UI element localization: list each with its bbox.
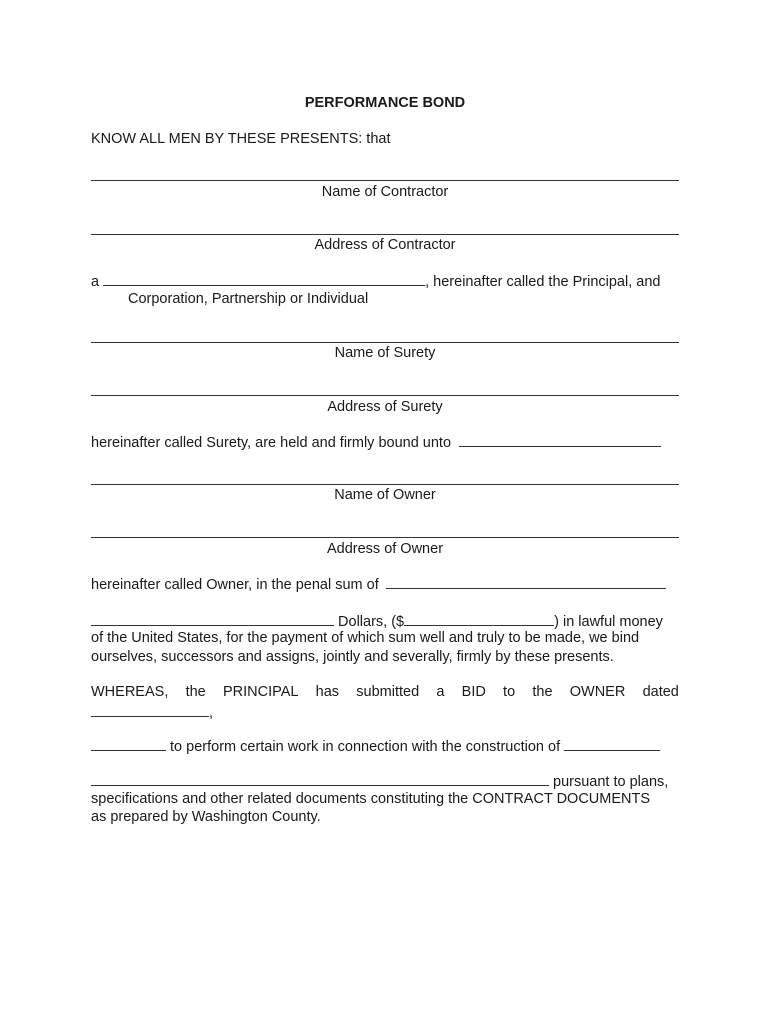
entity-type-label: Corporation, Partnership or Individual bbox=[128, 291, 369, 307]
name-of-contractor-label: Name of Contractor bbox=[321, 184, 449, 200]
penal-sum-words-blank[interactable] bbox=[386, 575, 666, 589]
surety-line bbox=[91, 433, 661, 452]
owner-name-blank[interactable] bbox=[91, 484, 679, 485]
bid-date-blank[interactable] bbox=[91, 703, 209, 717]
whereas-word: dated bbox=[642, 684, 679, 700]
owner-address-blank[interactable] bbox=[91, 537, 679, 538]
paragraph-2-line-2: as prepared by Washington County. bbox=[91, 809, 321, 825]
whereas-word: to bbox=[503, 684, 516, 700]
dollars-text: Dollars, ($ bbox=[338, 614, 405, 630]
whereas-word: the bbox=[532, 684, 553, 700]
principal-prefix: a bbox=[91, 274, 100, 290]
whereas-word: PRINCIPAL bbox=[222, 684, 299, 700]
penal-sum-amount-blank[interactable] bbox=[404, 612, 554, 626]
penal-sum-words-blank-2[interactable] bbox=[91, 612, 334, 626]
address-of-contractor-label: Address of Contractor bbox=[314, 237, 456, 253]
document-title: PERFORMANCE BOND bbox=[304, 95, 466, 111]
whereas-word: OWNER bbox=[569, 684, 626, 700]
surety-name-blank[interactable] bbox=[91, 342, 679, 343]
whereas-word: has bbox=[315, 684, 340, 700]
pursuant-line bbox=[91, 772, 668, 791]
paragraph-1-line-1: of the United States, for the payment of which sum well and truly to be made, we bind bbox=[91, 630, 640, 646]
perform-line bbox=[91, 737, 660, 756]
name-of-surety-label: Name of Surety bbox=[334, 345, 436, 361]
intro-line: KNOW ALL MEN BY THESE PRESENTS: that bbox=[91, 131, 391, 147]
whereas-word: BID bbox=[461, 684, 486, 700]
whereas-word: submitted bbox=[356, 684, 420, 700]
penal-sum-text: hereinafter called Owner, in the penal sum of bbox=[91, 577, 379, 593]
lawful-money-text: ) in lawful money bbox=[554, 614, 663, 630]
whereas-line bbox=[91, 683, 679, 701]
contractor-address-blank[interactable] bbox=[91, 234, 679, 235]
obligee-blank[interactable] bbox=[459, 433, 661, 447]
whereas-word: the bbox=[185, 684, 206, 700]
address-of-owner-label: Address of Owner bbox=[326, 541, 444, 557]
principal-line bbox=[91, 272, 660, 291]
name-of-owner-label: Name of Owner bbox=[334, 487, 436, 503]
address-of-surety-label: Address of Surety bbox=[327, 399, 443, 415]
surety-address-blank[interactable] bbox=[91, 395, 679, 396]
bid-date-line bbox=[91, 703, 213, 722]
penal-sum-line bbox=[91, 575, 666, 594]
bid-date-blank-2[interactable] bbox=[91, 737, 166, 751]
project-description-blank[interactable] bbox=[91, 772, 549, 786]
bid-date-comma: , bbox=[209, 705, 214, 721]
principal-suffix: , hereinafter called the Principal, and bbox=[425, 274, 661, 290]
paragraph-1-line-2: ourselves, successors and assigns, jointly and severally, firmly by these presents. bbox=[91, 649, 614, 665]
project-blank[interactable] bbox=[564, 737, 660, 751]
entity-type-blank[interactable] bbox=[103, 272, 425, 286]
pursuant-text: pursuant to plans, bbox=[553, 774, 669, 790]
paragraph-2-line-1: specifications and other related documents constituting the CONTRACT DOCUMENTS bbox=[91, 791, 651, 807]
whereas-word: WHEREAS, bbox=[91, 684, 169, 700]
perform-text: to perform certain work in connection with the construction of bbox=[170, 739, 561, 755]
whereas-word: a bbox=[436, 684, 445, 700]
surety-line-text: hereinafter called Surety, are held and firmly bound unto bbox=[91, 435, 452, 451]
contractor-name-blank[interactable] bbox=[91, 180, 679, 181]
